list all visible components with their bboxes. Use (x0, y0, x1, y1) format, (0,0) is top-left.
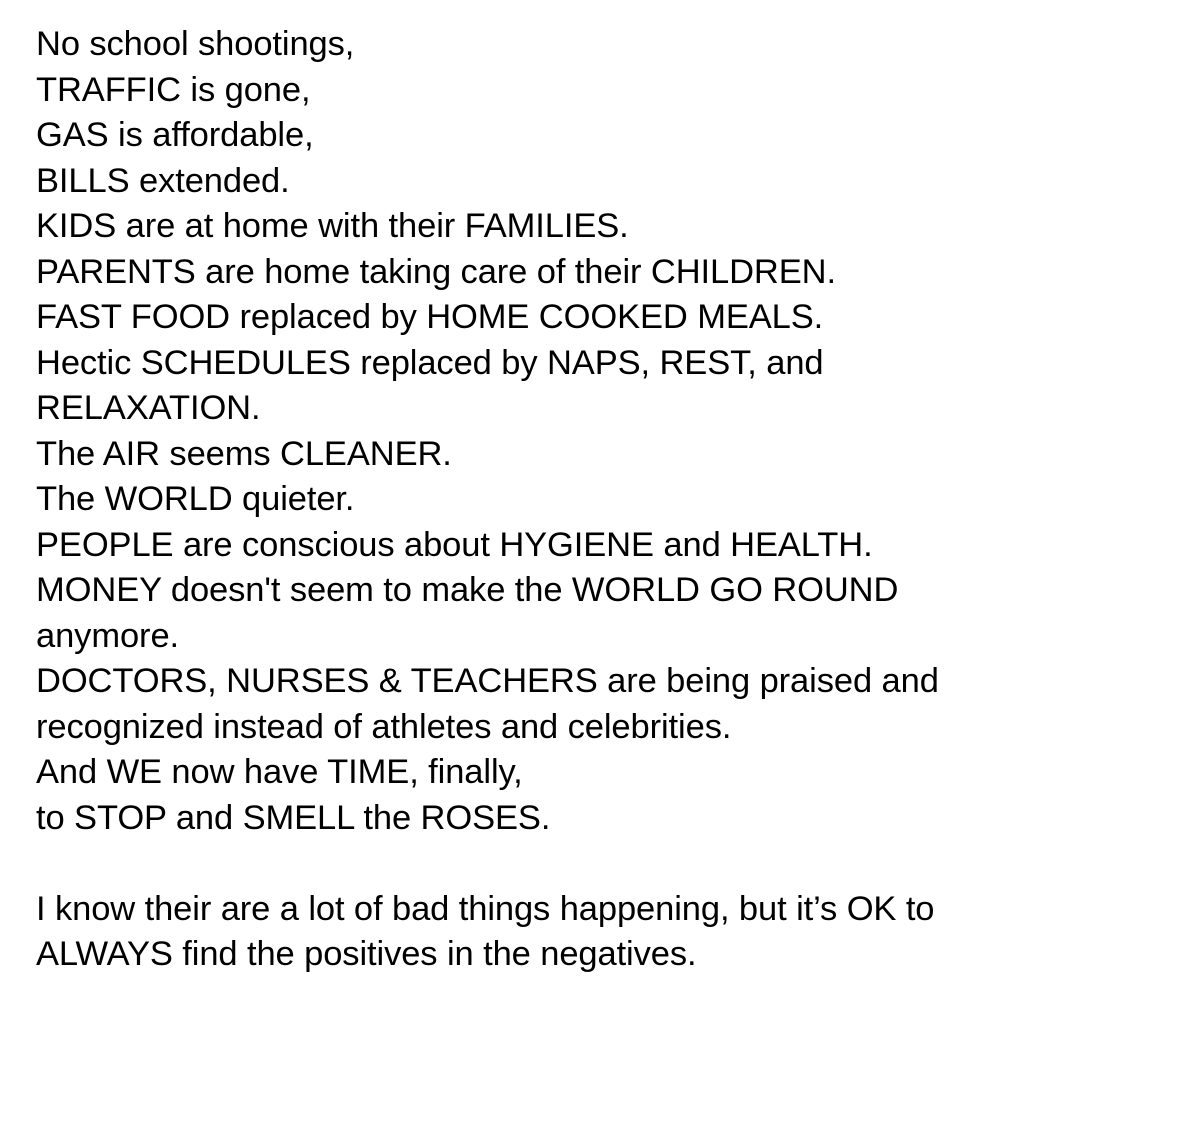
note-body (36, 22, 1176, 978)
text-line: recognized instead of athletes and celebrities. (36, 707, 732, 746)
text-line: The AIR seems CLEANER. (36, 434, 452, 473)
text-line: Hectic SCHEDULES replaced by NAPS, REST, and (36, 343, 824, 382)
text-line: to STOP and SMELL the ROSES. (36, 798, 551, 837)
text-line: No school shootings, (36, 25, 355, 63)
text-line: I know their are a lot of bad things happening, but it’s OK to (36, 889, 935, 928)
text-line: MONEY doesn't seem to make the WORLD GO ROUND (36, 571, 899, 609)
text-line: PARENTS are home taking care of their CHILDREN. (36, 252, 836, 291)
text-line: anymore. (36, 616, 180, 655)
text-line: FAST FOOD replaced by HOME COOKED MEALS. (36, 298, 824, 336)
paragraph-1 (36, 22, 1176, 841)
paragraph-2 (36, 887, 1176, 978)
text-line: The WORLD quieter. (36, 480, 355, 518)
paragraph-spacer (36, 841, 1176, 887)
text-line: RELAXATION. (36, 389, 261, 427)
text-line: PEOPLE are conscious about HYGIENE and HEALTH. (36, 525, 873, 564)
text-line: And WE now have TIME, finally, (36, 753, 523, 791)
text-line: ALWAYS find the positives in the negatives. (36, 935, 697, 973)
text-line: TRAFFIC is gone, (36, 70, 311, 109)
text-line: DOCTORS, NURSES & TEACHERS are being praised and (36, 662, 939, 700)
text-line: BILLS extended. (36, 161, 290, 200)
text-line: KIDS are at home with their FAMILIES. (36, 207, 629, 245)
text-line: GAS is affordable, (36, 116, 314, 154)
